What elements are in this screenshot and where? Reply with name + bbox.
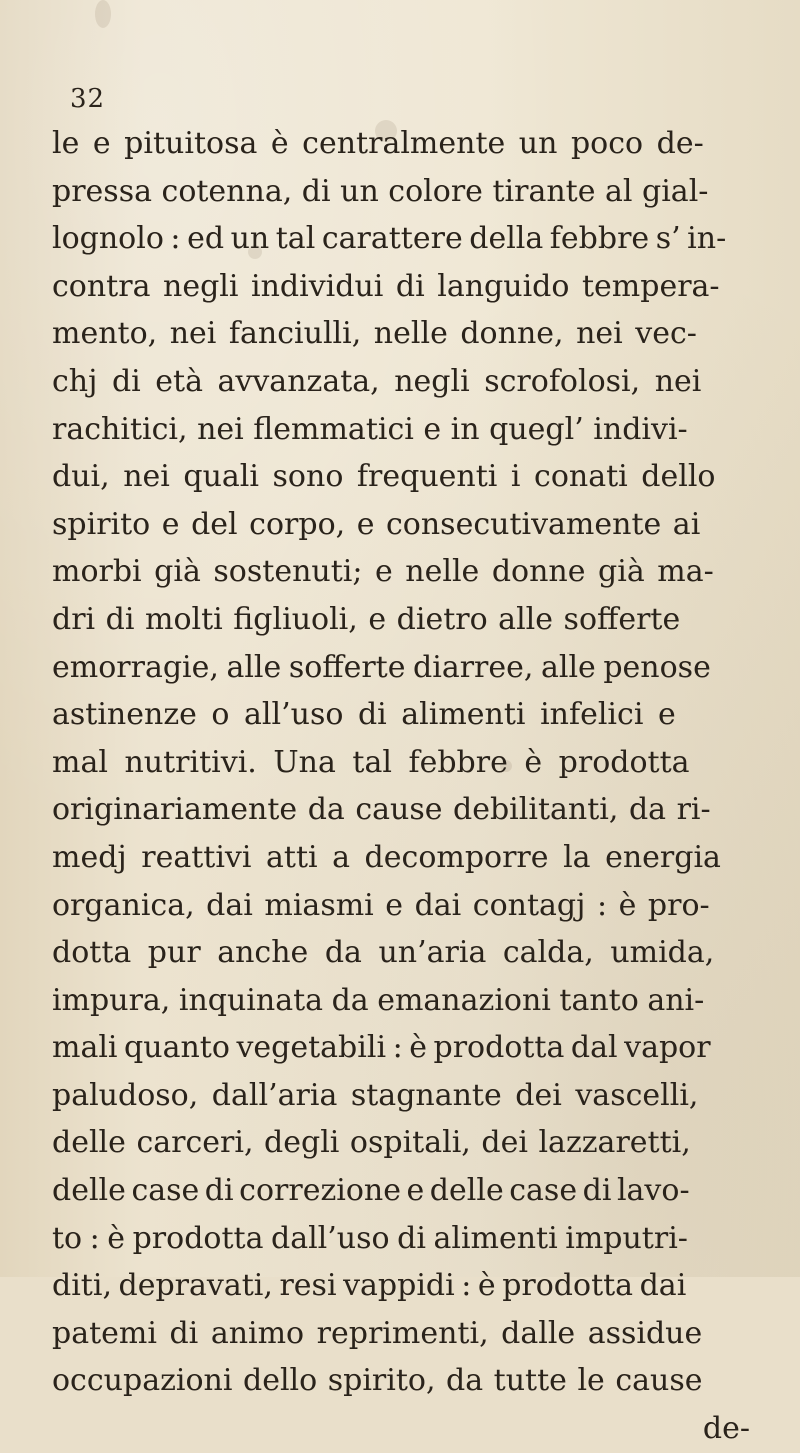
text-line: astinenze o all’uso di alimenti infelici e: [52, 697, 676, 733]
text-line: morbi già sostenuti; e nelle donne già ma-: [52, 554, 714, 590]
text-line: paludoso, dall’aria stagnante dei vascelli,: [52, 1077, 699, 1113]
text-line: occupazioni dello spirito, da tutte le cause: [52, 1363, 703, 1399]
text-line: impura, inquinata da emanazioni tanto ani-: [52, 982, 705, 1018]
text-line: lognolo : ed un tal carattere della febbre s’ in-: [52, 221, 727, 257]
text-line: originariamente da cause debilitanti, da ri-: [52, 792, 711, 828]
catchword: de-: [702, 1411, 750, 1447]
text-line: delle case di correzione e delle case di lavo-: [52, 1173, 690, 1209]
page-number: 32: [70, 84, 106, 114]
text-line: patemi di animo reprimenti, dalle assidue: [52, 1315, 703, 1351]
text-line: pressa cotenna, di un colore tirante al gial-: [52, 173, 709, 209]
text-line: delle carceri, degli ospitali, dei lazzaretti,: [52, 1125, 691, 1161]
text-line: emorragie, alle sofferte diarree, alle penose: [52, 649, 711, 685]
text-line: mali quanto vegetabili : è prodotta dal vapor: [52, 1030, 711, 1066]
text-line: diti, depravati, resi vappidi : è prodotta dai: [52, 1268, 687, 1304]
text-line: dui, nei quali sono frequenti i conati dello: [52, 459, 716, 495]
text-line: contra negli individui di languido tempera-: [52, 268, 720, 304]
text-line: organica, dai miasmi e dai contagj : è pro-: [52, 887, 710, 923]
text-line: medj reattivi atti a decomporre la energia: [52, 839, 721, 875]
text-line: dotta pur anche da un’aria calda, umida,: [52, 935, 715, 971]
text-line: dri di molti figliuoli, e dietro alle sofferte: [52, 601, 681, 637]
text-line: to : è prodotta dall’uso di alimenti imputri-: [52, 1220, 688, 1256]
text-line: mal nutritivi. Una tal febbre è prodotta: [52, 744, 690, 780]
text-line: le e pituitosa è centralmente un poco de-: [52, 126, 704, 161]
text-line: chj di età avvanzata, negli scrofolosi, nei: [52, 363, 702, 399]
paper-stain: [95, 0, 111, 28]
text-line: mento, nei fanciulli, nelle donne, nei vec-: [52, 316, 697, 352]
body-text: [52, 120, 760, 1453]
text-line: rachitici, nei flemmatici e in quegl’ indivi-: [52, 411, 688, 447]
text-line: spirito e del corpo, e consecutivamente ai: [52, 506, 701, 542]
